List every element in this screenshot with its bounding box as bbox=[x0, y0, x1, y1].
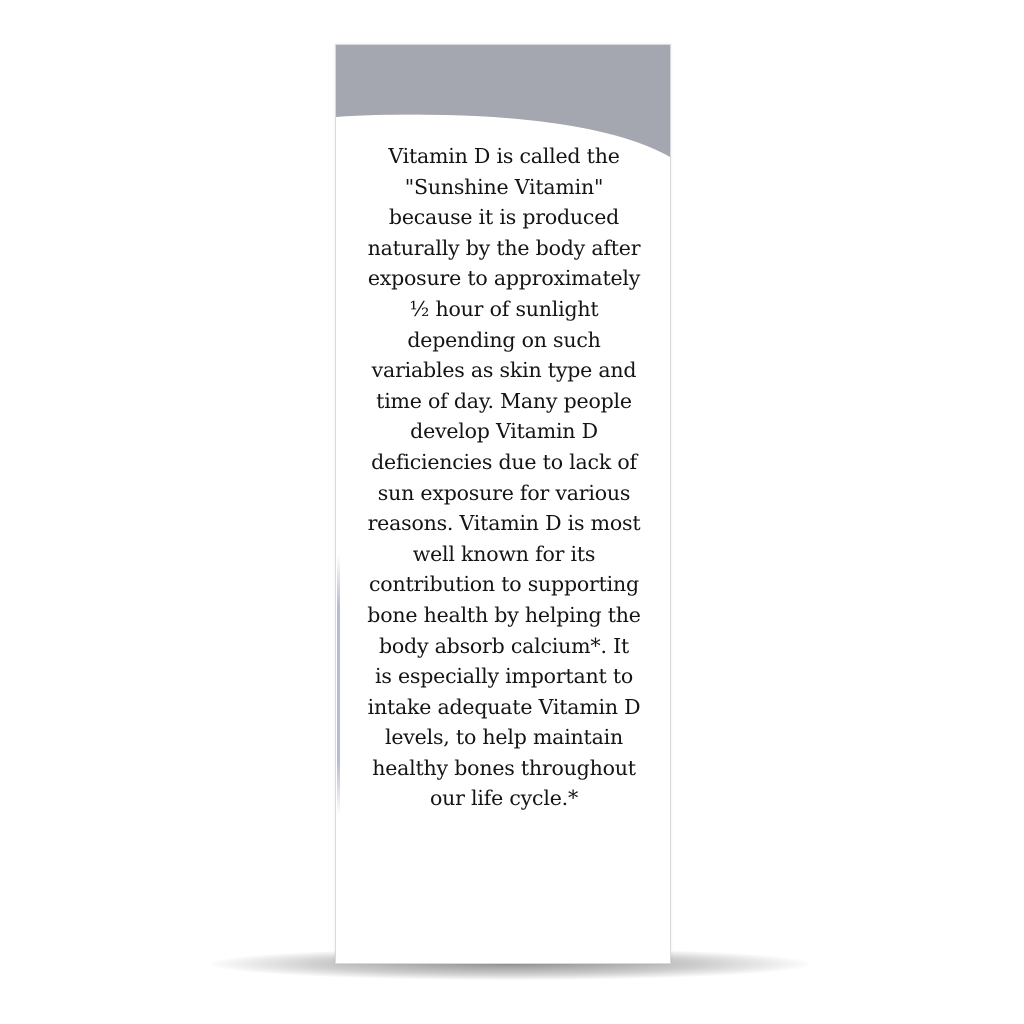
description-line: exposure to approximately bbox=[367, 266, 641, 291]
description-line: "Sunshine Vitamin" bbox=[404, 174, 604, 199]
description-line: contribution to supporting bbox=[369, 572, 639, 597]
description-line: Vitamin D is called the bbox=[388, 144, 620, 168]
description-line: variables as skin type and bbox=[371, 358, 637, 383]
description-line: ½ hour of sunlight bbox=[409, 296, 599, 321]
description-line: because it is produced bbox=[388, 205, 620, 230]
description-line: healthy bones throughout bbox=[372, 755, 636, 780]
description-line: naturally by the body after bbox=[367, 235, 641, 260]
vitamin-d-description bbox=[354, 141, 654, 814]
description-line: well known for its bbox=[412, 541, 596, 566]
description-line: bone health by helping the bbox=[367, 602, 641, 627]
description-line: body absorb calcium*. It bbox=[378, 633, 630, 658]
description-line: our life cycle.* bbox=[429, 786, 578, 811]
description-line: is especially important to bbox=[374, 664, 634, 689]
description-line: reasons. Vitamin D is most bbox=[367, 511, 641, 536]
description-line: levels, to help maintain bbox=[385, 725, 623, 750]
description-line: develop Vitamin D bbox=[410, 419, 598, 444]
product-box-side-panel bbox=[335, 44, 671, 964]
box-edge-highlight bbox=[337, 555, 340, 815]
description-line: intake adequate Vitamin D bbox=[367, 694, 641, 719]
description-line: sun exposure for various bbox=[377, 480, 631, 505]
description-line: depending on such bbox=[407, 327, 601, 352]
description-line: time of day. Many people bbox=[376, 388, 632, 413]
description-line: deficiencies due to lack of bbox=[371, 449, 637, 474]
